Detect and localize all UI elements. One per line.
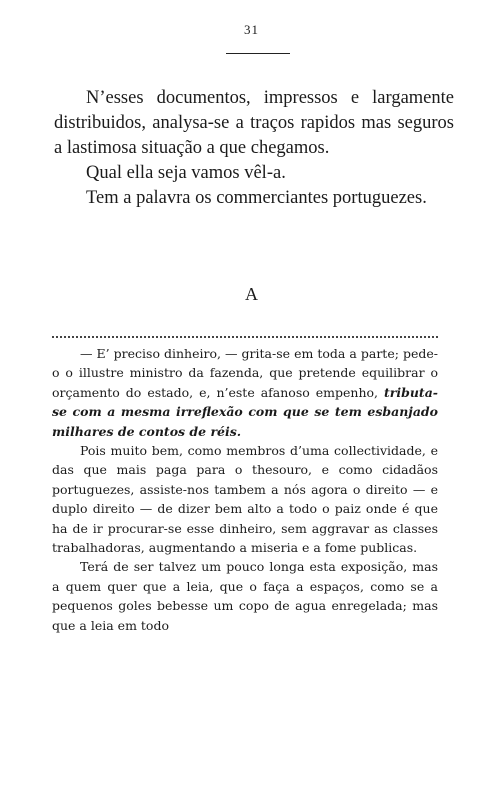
dotted-rule — [52, 336, 438, 338]
body-paragraph-1-emphasis: tributa-se com a mesma irreflexão com que se tem esbanjado milhares de contos de réis. — [52, 384, 438, 439]
header-rule — [226, 53, 290, 54]
body-paragraph-1 — [52, 344, 438, 441]
intro-paragraph-1: N’esses documentos, impressos e largamente distribuidos, analysa-se a traços rapidos mas seguros a lastimosa situação a que chegamos. — [54, 88, 454, 158]
page-number: 31 — [244, 22, 259, 37]
body-paragraph-3: Terá de ser talvez um pouco longa esta exposição, mas a quem quer que a leia, que o faça a espaços, como se a pequenos goles bebesse um copo de agua enregelada; mas que a leia em todo — [52, 559, 438, 633]
intro-paragraph-3: Tem a palavra os commerciantes portuguezes. — [86, 188, 427, 208]
intro-paragraph-2: Qual ella seja vamos vêl-a. — [86, 163, 286, 183]
body-paragraph-2: Pois muito bem, como membros d’uma collectividade, e das que mais paga para o thesouro, e como cidadãos portuguezes, assiste-nos tambem a nós agora o direito — e duplo direito — de dizer bem alto a todo o paiz onde é que ha de ir procurar-se esse dinheiro, sem aggravar as classes trabalhadoras, augmentando a miseria e a fome publicas. — [52, 443, 438, 556]
body-text — [52, 344, 438, 635]
section-letter: A — [245, 284, 258, 304]
body-paragraph-1-text: — E’ preciso dinheiro, — grita-se em toda a parte; pede-o o illustre ministro da fazenda, que pretende equilibrar o orçamento do estado, e, n’este afanoso empenho, — [52, 346, 438, 400]
intro-text — [54, 86, 454, 211]
